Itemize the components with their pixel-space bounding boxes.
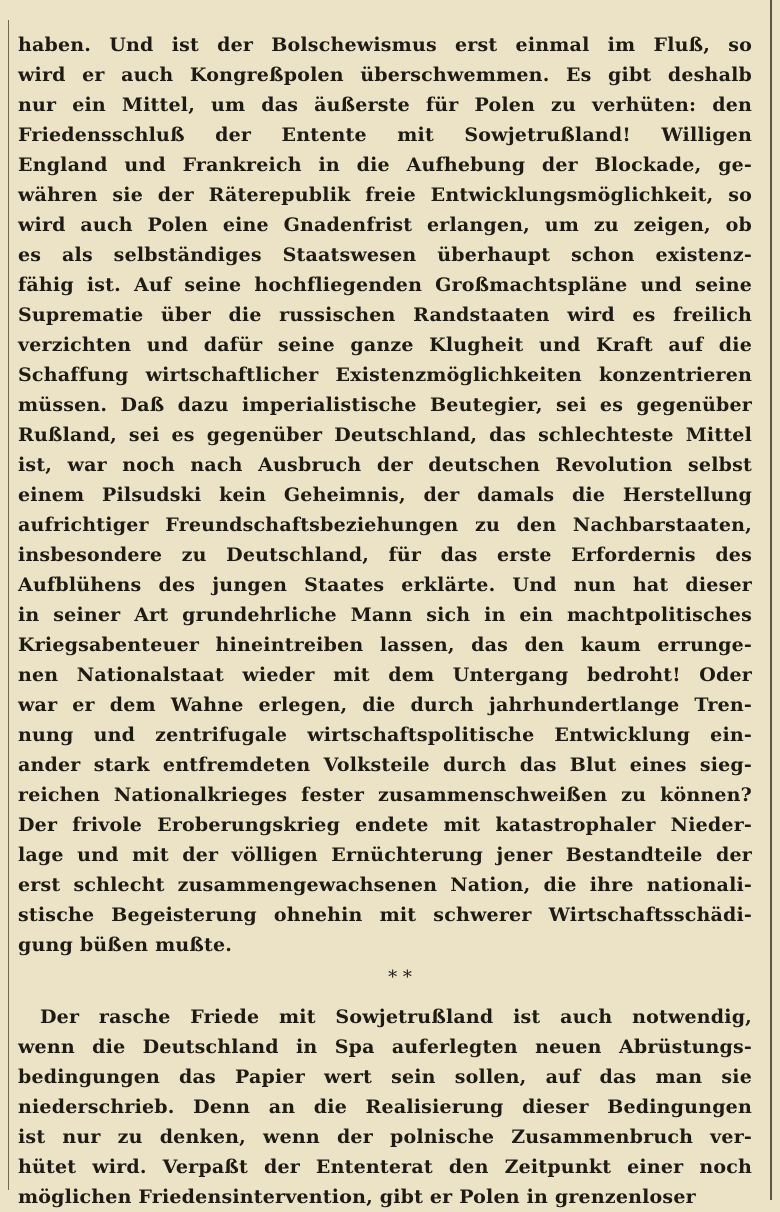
text-line: England und Frankreich in die Aufhebung der Blockade, ge- bbox=[18, 154, 752, 176]
text-line: wird er auch Kongreßpolen überschwemmen. Es gibt deshalb bbox=[18, 64, 752, 86]
text-line: fähig ist. Auf seine hochfliegenden Großmachtspläne und seine bbox=[18, 274, 752, 296]
text-line: gung büßen mußte. bbox=[18, 934, 233, 956]
text-line: wenn die Deutschland in Spa auferlegten neuen Abrüstungs- bbox=[18, 1036, 752, 1058]
text-line: Schaffung wirtschaftlicher Existenzmöglichkeiten konzentrieren bbox=[18, 364, 752, 386]
text-line: bedingungen das Papier wert sein sollen, auf das man sie bbox=[18, 1066, 752, 1088]
paragraph-2 bbox=[18, 1002, 752, 1212]
text-line: hütet wird. Verpaßt der Ententerat den Zeitpunkt einer noch bbox=[18, 1156, 752, 1178]
text-line: Kriegsabenteuer hineintreiben lassen, das den kaum errunge- bbox=[18, 634, 752, 656]
column-rule-left bbox=[8, 20, 9, 1190]
article-column bbox=[18, 30, 752, 1212]
text-line: nung und zentrifugale wirtschaftspolitische Entwicklung ein- bbox=[18, 724, 752, 746]
text-line: wird auch Polen eine Gnadenfrist erlangen, um zu zeigen, ob bbox=[18, 214, 752, 236]
section-separator: * * bbox=[388, 967, 412, 988]
text-line: Friedensschluß der Entente mit Sowjetrußland! Willigen bbox=[18, 124, 752, 146]
text-line: haben. Und ist der Bolschewismus erst einmal im Fluß, so bbox=[18, 34, 752, 56]
text-line: müssen. Daß dazu imperialistische Beutegier, sei es gegenüber bbox=[18, 394, 752, 416]
text-line: aufrichtiger Freundschaftsbeziehungen zu den Nachbarstaaten, bbox=[18, 514, 752, 536]
text-line: ander stark entfremdeten Volksteile durch das Blut eines sieg- bbox=[18, 754, 752, 776]
text-line: reichen Nationalkrieges fester zusammenschweißen zu können? bbox=[18, 784, 752, 806]
text-line: es als selbständiges Staatswesen überhaupt schon existenz- bbox=[18, 244, 752, 266]
text-line: niederschrieb. Denn an die Realisierung dieser Bedingungen bbox=[18, 1096, 752, 1118]
text-line: währen sie der Räterepublik freie Entwicklungsmöglichkeit, so bbox=[18, 184, 752, 206]
text-line: in seiner Art grundehrliche Mann sich in ein machtpolitisches bbox=[18, 604, 752, 626]
text-line: nen Nationalstaat wieder mit dem Untergang bedroht! Oder bbox=[18, 664, 752, 686]
text-line: Der rasche Friede mit Sowjetrußland ist auch notwendig, bbox=[40, 1006, 752, 1028]
text-line: nur ein Mittel, um das äußerste für Polen zu verhüten: den bbox=[18, 94, 752, 116]
text-line: ist, war noch nach Ausbruch der deutschen Revolution selbst bbox=[18, 454, 752, 476]
text-line: Der frivole Eroberungskrieg endete mit katastrophaler Nieder- bbox=[18, 814, 752, 836]
text-line: verzichten und dafür seine ganze Klugheit und Kraft auf die bbox=[18, 334, 752, 356]
text-line: einem Pilsudski kein Geheimnis, der damals die Herstellung bbox=[18, 484, 752, 506]
text-line: Suprematie über die russischen Randstaaten wird es freilich bbox=[18, 304, 752, 326]
text-line: lage und mit der völligen Ernüchterung jener Bestandteile der bbox=[18, 844, 752, 866]
text-line: war er dem Wahne erlegen, die durch jahrhundertlange Tren- bbox=[18, 694, 752, 716]
text-line: stische Begeisterung ohnehin mit schwerer Wirtschaftsschädi- bbox=[18, 904, 752, 926]
text-line: ist nur zu denken, wenn der polnische Zusammenbruch ver- bbox=[18, 1126, 752, 1148]
paragraph-1 bbox=[18, 30, 752, 960]
column-rule-right bbox=[770, 0, 772, 1200]
text-line: Aufblühens des jungen Staates erklärte. Und nun hat dieser bbox=[18, 574, 752, 596]
text-line: Rußland, sei es gegenüber Deutschland, das schlechteste Mittel bbox=[18, 424, 752, 446]
text-line: insbesondere zu Deutschland, für das erste Erfordernis des bbox=[18, 544, 752, 566]
text-line: möglichen Friedensintervention, gibt er Polen in grenzenloser bbox=[18, 1186, 696, 1208]
text-line: erst schlecht zusammengewachsenen Nation, die ihre nationali- bbox=[18, 874, 752, 896]
